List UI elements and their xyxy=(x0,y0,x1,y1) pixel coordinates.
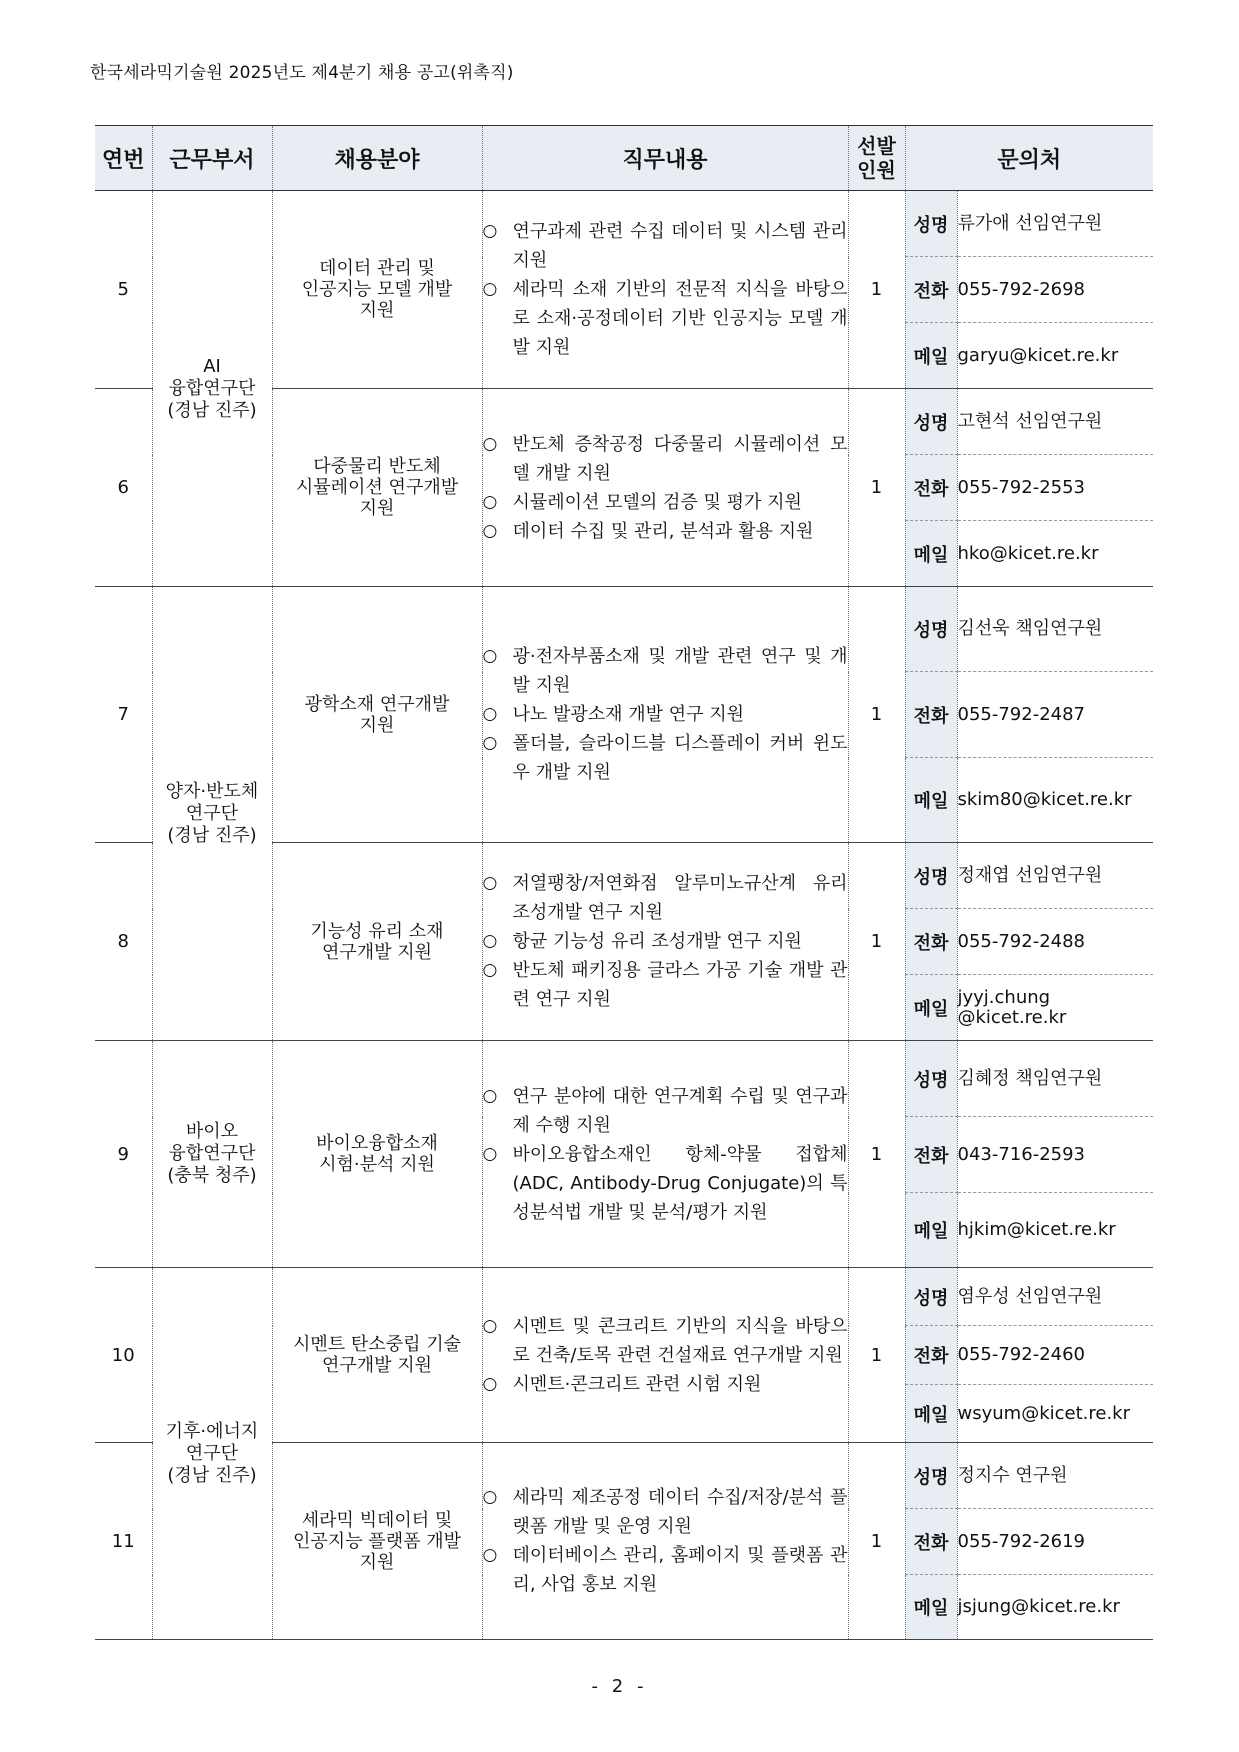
duty-cell xyxy=(482,1268,848,1443)
count-cell: 1 xyxy=(848,1443,905,1640)
contact-name: 정지수 연구원 xyxy=(957,1443,1153,1509)
table-row xyxy=(95,191,1153,257)
contact-phone: 055-792-2487 xyxy=(957,672,1153,758)
duty-item: ○ 시멘트·콘크리트 관련 시험 지원 xyxy=(482,1373,762,1395)
field-cell: 시멘트 탄소중립 기술 연구개발 지원 xyxy=(272,1268,482,1443)
duty-item: ○ 바이오융합소재인 항체-약물 접합체 (ADC, Antibody-Drug Conjugate)의 특성분석법 개발 및 분석/평가 지원 xyxy=(482,1143,848,1223)
field-cell: 다중물리 반도체 시뮬레이션 연구개발 지원 xyxy=(272,389,482,587)
contact-name: 정재엽 선임연구원 xyxy=(957,843,1153,909)
contact-phone: 055-792-2460 xyxy=(957,1326,1153,1385)
contact-name: 류가애 선임연구원 xyxy=(957,191,1153,257)
contact-phone: 043-716-2593 xyxy=(957,1117,1153,1193)
duty-cell xyxy=(482,1041,848,1268)
row-no: 11 xyxy=(95,1443,152,1640)
contact-phone-label: 전화 xyxy=(905,1117,957,1193)
duty-item: ○ 폴더블, 슬라이드블 디스플레이 커버 윈도우 개발 지원 xyxy=(482,733,848,783)
duty-item: ○ 세라믹 소재 기반의 전문적 지식을 바탕으로 소재·공정데이터 기반 인공지능 모델 개발 지원 xyxy=(482,279,848,358)
header-count-line2: 인원 xyxy=(857,158,896,182)
field-cell: 세라믹 빅데이터 및 인공지능 플랫폼 개발 지원 xyxy=(272,1443,482,1640)
header-field: 채용분야 xyxy=(272,126,482,191)
contact-name: 김선욱 책임연구원 xyxy=(957,587,1153,672)
duty-item: ○ 시멘트 및 콘크리트 기반의 지식을 바탕으로 건축/토목 관련 건설재료 연구개발 지원 xyxy=(482,1315,848,1366)
row-no: 9 xyxy=(95,1041,152,1268)
count-cell: 1 xyxy=(848,1041,905,1268)
duty-item: ○ 데이터 수집 및 관리, 분석과 활용 지원 xyxy=(482,520,814,542)
contact-phone-label: 전화 xyxy=(905,455,957,521)
contact-mail[interactable]: jyyj.chung @kicet.re.kr xyxy=(957,975,1153,1041)
count-cell: 1 xyxy=(848,191,905,389)
contact-mail-label: 메일 xyxy=(905,758,957,843)
header-count xyxy=(848,126,905,191)
duty-item: ○ 세라믹 제조공정 데이터 수집/저장/분석 플랫폼 개발 및 운영 지원 xyxy=(482,1487,848,1537)
field-cell: 광학소재 연구개발 지원 xyxy=(272,587,482,843)
dept-cell: AI 융합연구단 (경남 진주) xyxy=(152,191,272,587)
contact-phone-label: 전화 xyxy=(905,672,957,758)
contact-name-label: 성명 xyxy=(905,389,957,455)
contact-phone: 055-792-2553 xyxy=(957,455,1153,521)
contact-mail-label: 메일 xyxy=(905,323,957,389)
header-contact: 문의처 xyxy=(905,126,1153,191)
contact-phone: 055-792-2488 xyxy=(957,909,1153,975)
count-cell: 1 xyxy=(848,587,905,843)
table-row xyxy=(95,1268,1153,1326)
table-row xyxy=(95,587,1153,672)
duty-item: ○ 시뮬레이션 모델의 검증 및 평가 지원 xyxy=(482,491,802,513)
page-number: - 2 - xyxy=(591,1676,648,1697)
contact-mail[interactable]: wsyum@kicet.re.kr xyxy=(957,1385,1153,1443)
contact-name-label: 성명 xyxy=(905,1443,957,1509)
row-no: 10 xyxy=(95,1268,152,1443)
header-count-line1: 선발 xyxy=(857,134,896,158)
duty-item: ○ 항균 기능성 유리 조성개발 연구 지원 xyxy=(482,931,802,952)
duty-item: ○ 데이터베이스 관리, 홈페이지 및 플랫폼 관리, 사업 홍보 지원 xyxy=(482,1545,848,1595)
duty-cell xyxy=(482,843,848,1041)
contact-name: 고현석 선임연구원 xyxy=(957,389,1153,455)
field-cell: 데이터 관리 및 인공지능 모델 개발 지원 xyxy=(272,191,482,389)
contact-mail[interactable]: garyu@kicet.re.kr xyxy=(957,323,1153,389)
contact-name: 염우성 선임연구원 xyxy=(957,1268,1153,1326)
dept-cell: 기후·에너지 연구단 (경남 진주) xyxy=(152,1268,272,1640)
count-cell: 1 xyxy=(848,1268,905,1443)
contact-mail[interactable]: hjkim@kicet.re.kr xyxy=(957,1193,1153,1268)
duty-cell xyxy=(482,587,848,843)
contact-phone: 055-792-2698 xyxy=(957,257,1153,323)
document-header: 한국세라믹기술원 2025년도 제4분기 채용 공고(위촉직) xyxy=(90,63,514,83)
contact-phone-label: 전화 xyxy=(905,1326,957,1385)
recruitment-table xyxy=(95,125,1153,1640)
contact-name-label: 성명 xyxy=(905,843,957,909)
contact-phone: 055-792-2619 xyxy=(957,1509,1153,1575)
duty-item: ○ 나노 발광소재 개발 연구 지원 xyxy=(482,704,745,725)
contact-phone-label: 전화 xyxy=(905,909,957,975)
header-duty: 직무내용 xyxy=(482,126,848,191)
row-no: 6 xyxy=(95,389,152,587)
count-cell: 1 xyxy=(848,389,905,587)
dept-cell: 바이오 융합연구단 (충북 청주) xyxy=(152,1041,272,1268)
contact-name-label: 성명 xyxy=(905,1268,957,1326)
duty-cell xyxy=(482,1443,848,1640)
table-header-row xyxy=(95,126,1153,191)
contact-mail-label: 메일 xyxy=(905,521,957,587)
contact-mail-label: 메일 xyxy=(905,1193,957,1268)
duty-item: ○ 연구 분야에 대한 연구계획 수립 및 연구과제 수행 지원 xyxy=(482,1085,848,1136)
contact-name-label: 성명 xyxy=(905,587,957,672)
field-cell: 기능성 유리 소재 연구개발 지원 xyxy=(272,843,482,1041)
contact-name-label: 성명 xyxy=(905,1041,957,1117)
duty-cell xyxy=(482,191,848,389)
duty-item: ○ 연구과제 관련 수집 데이터 및 시스템 관리 지원 xyxy=(482,221,848,271)
row-no: 7 xyxy=(95,587,152,843)
header-dept: 근무부서 xyxy=(152,126,272,191)
contact-mail-label: 메일 xyxy=(905,1385,957,1443)
contact-mail-label: 메일 xyxy=(905,1575,957,1640)
dept-cell: 양자·반도체 연구단 (경남 진주) xyxy=(152,587,272,1041)
contact-name: 김혜정 책임연구원 xyxy=(957,1041,1153,1117)
duty-item: ○ 저열팽창/저연화점 알루미노규산계 유리 조성개발 연구 지원 xyxy=(482,873,848,923)
duty-item: ○ 광·전자부품소재 및 개발 관련 연구 및 개발 지원 xyxy=(482,646,848,696)
count-cell: 1 xyxy=(848,843,905,1041)
contact-phone-label: 전화 xyxy=(905,257,957,323)
field-cell: 바이오융합소재 시험·분석 지원 xyxy=(272,1041,482,1268)
duty-cell xyxy=(482,389,848,587)
duty-item: ○ 반도체 패키징용 글라스 가공 기술 개발 관련 연구 지원 xyxy=(482,960,848,1010)
row-no: 5 xyxy=(95,191,152,389)
contact-mail[interactable]: hko@kicet.re.kr xyxy=(957,521,1153,587)
header-no: 연번 xyxy=(95,126,152,191)
contact-name-label: 성명 xyxy=(905,191,957,257)
contact-mail[interactable]: skim80@kicet.re.kr xyxy=(957,758,1153,843)
contact-mail[interactable]: jsjung@kicet.re.kr xyxy=(957,1575,1153,1640)
duty-item: ○ 반도체 증착공정 다중물리 시뮬레이션 모델 개발 지원 xyxy=(482,433,848,484)
contact-phone-label: 전화 xyxy=(905,1509,957,1575)
contact-mail-label: 메일 xyxy=(905,975,957,1041)
row-no: 8 xyxy=(95,843,152,1041)
table-row xyxy=(95,1041,1153,1117)
